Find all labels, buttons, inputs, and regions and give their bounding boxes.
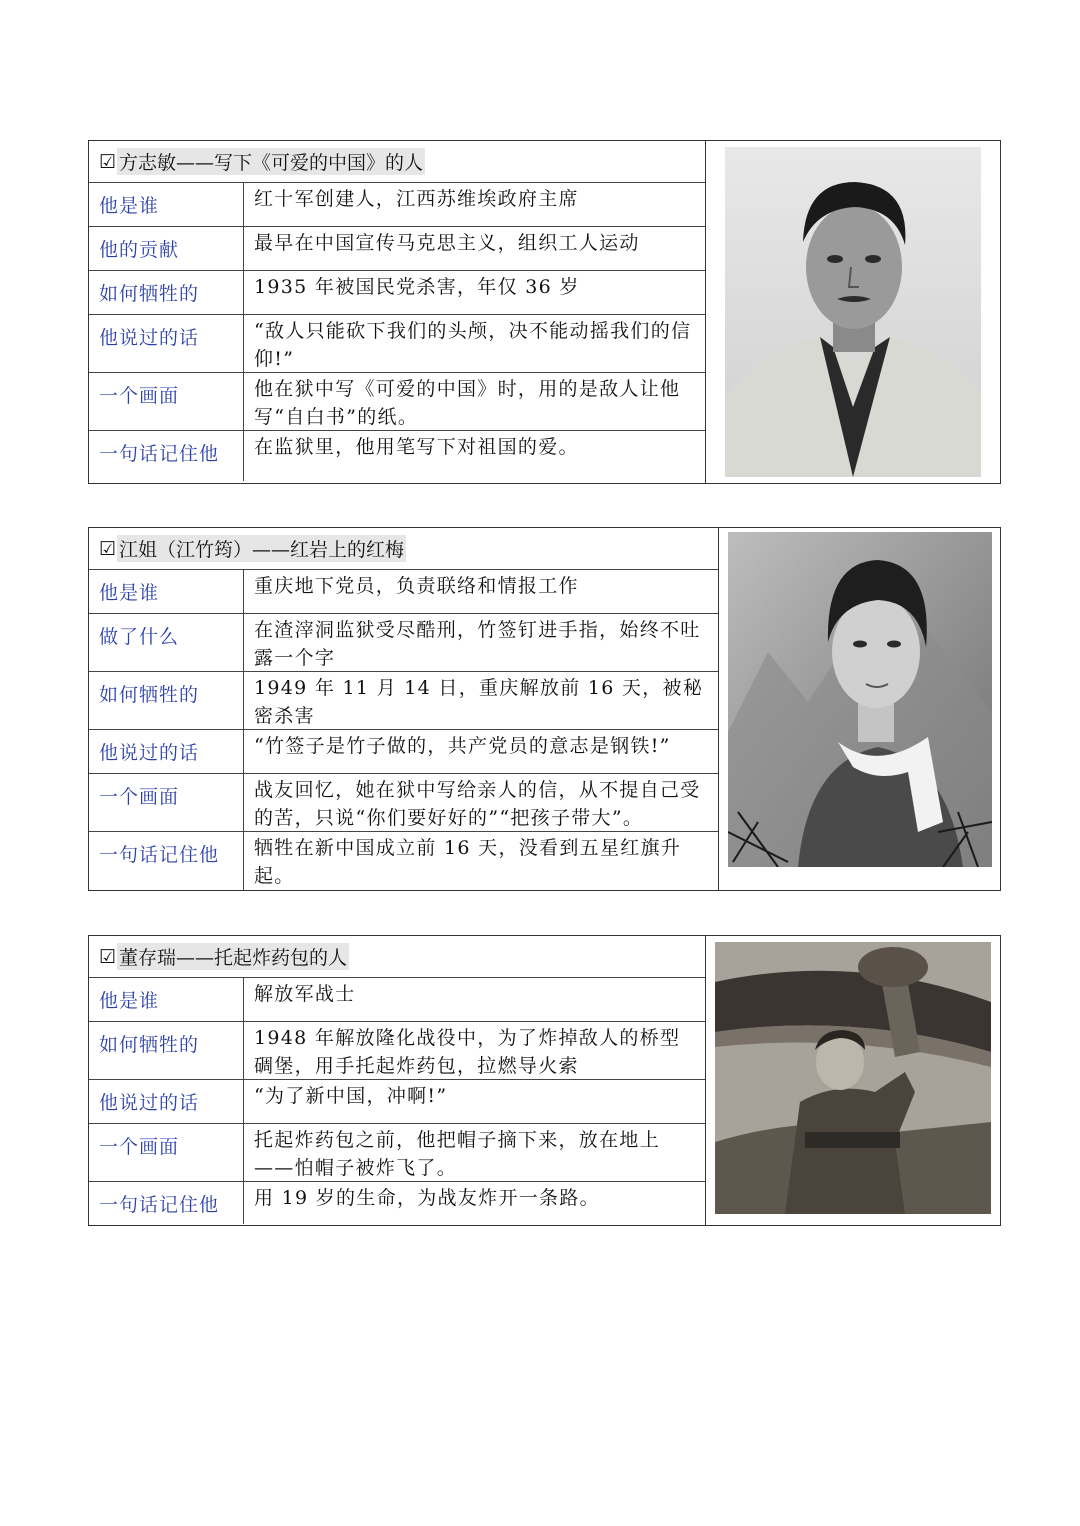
row-label: 他的贡献 xyxy=(89,227,244,270)
table-row xyxy=(89,183,705,227)
table-row xyxy=(89,271,705,315)
info-table xyxy=(89,528,719,890)
row-label: 一句话记住他 xyxy=(89,1182,244,1224)
row-value: 托起炸药包之前，他把帽子摘下来，放在地上——怕帽子被炸飞了。 xyxy=(254,1129,661,1179)
row-value: 最早在中国宣传马克思主义，组织工人运动 xyxy=(254,232,640,254)
row-label: 他说过的话 xyxy=(89,315,244,372)
row-value: 1948 年解放隆化战役中，为了炸掉敌人的桥型碉堡，用手托起炸药包，拉燃导火索 xyxy=(254,1027,681,1077)
row-label: 做了什么 xyxy=(89,614,244,671)
row-value: “竹签子是竹子做的，共产党员的意志是钢铁!” xyxy=(254,735,671,757)
row-value: “为了新中国，冲啊!” xyxy=(254,1085,448,1107)
portrait-photo xyxy=(728,532,992,867)
photo-cell xyxy=(706,936,1000,1225)
row-label: 如何牺牲的 xyxy=(89,672,244,729)
row-label: 一个画面 xyxy=(89,1124,244,1181)
table-row xyxy=(89,227,705,271)
row-label: 一句话记住他 xyxy=(89,832,244,890)
table-row xyxy=(89,315,705,373)
row-value: 1935 年被国民党杀害，年仅 36 岁 xyxy=(254,276,580,298)
row-value: 重庆地下党员，负责联络和情报工作 xyxy=(254,575,579,597)
row-label: 一句话记住他 xyxy=(89,431,244,481)
table-row xyxy=(89,431,705,481)
row-value: 牺牲在新中国成立前 16 天，没看到五星红旗升起。 xyxy=(254,837,682,887)
table-row xyxy=(89,978,705,1022)
checkbox-icon: ☑ xyxy=(99,945,117,968)
portrait-photo xyxy=(715,942,991,1214)
card-title: ☑ 方志敏——写下《可爱的中国》的人 xyxy=(89,141,705,183)
card-title: ☑ 董存瑞——托起炸药包的人 xyxy=(89,936,705,978)
checkbox-icon: ☑ xyxy=(99,537,117,560)
info-table xyxy=(89,936,706,1225)
row-value: 他在狱中写《可爱的中国》时，用的是敌人让他写“自白书”的纸。 xyxy=(254,378,681,428)
table-row xyxy=(89,1124,705,1182)
row-label: 一个画面 xyxy=(89,373,244,430)
photo-cell xyxy=(719,528,1000,890)
table-row xyxy=(89,774,718,832)
row-value: 红十军创建人，江西苏维埃政府主席 xyxy=(254,188,579,210)
row-value: 用 19 岁的生命，为战友炸开一条路。 xyxy=(254,1187,600,1209)
row-value: “敌人只能砍下我们的头颅，决不能动摇我们的信仰!” xyxy=(254,320,692,370)
card-title: ☑ 江姐（江竹筠）——红岩上的红梅 xyxy=(89,528,718,570)
table-row xyxy=(89,570,718,614)
table-row xyxy=(89,730,718,774)
table-row xyxy=(89,1080,705,1124)
table-row xyxy=(89,1182,705,1224)
row-value: 1949 年 11 月 14 日，重庆解放前 16 天，被秘密杀害 xyxy=(254,677,704,727)
row-value: 战友回忆，她在狱中写给亲人的信，从不提自己受的苦，只说“你们要好好的”“把孩子带大”。 xyxy=(254,779,701,829)
table-row xyxy=(89,672,718,730)
table-row xyxy=(89,373,705,431)
table-row xyxy=(89,614,718,672)
row-label: 他是谁 xyxy=(89,570,244,613)
row-value: 在渣滓洞监狱受尽酷刑，竹签钉进手指，始终不吐露一个字 xyxy=(254,619,701,669)
hero-card-jiang-jie xyxy=(88,527,1001,891)
hero-card-fang-zhimin xyxy=(88,140,1001,484)
photo-cell xyxy=(706,141,1000,483)
row-label: 他说过的话 xyxy=(89,1080,244,1123)
row-label: 他是谁 xyxy=(89,183,244,226)
row-label: 如何牺牲的 xyxy=(89,271,244,314)
hero-card-dong-cunrui xyxy=(88,935,1001,1226)
row-label: 他说过的话 xyxy=(89,730,244,773)
row-label: 一个画面 xyxy=(89,774,244,831)
row-value: 解放军战士 xyxy=(254,983,356,1005)
portrait-photo xyxy=(725,147,981,477)
table-row xyxy=(89,832,718,890)
row-label: 如何牺牲的 xyxy=(89,1022,244,1079)
row-label: 他是谁 xyxy=(89,978,244,1021)
checkbox-icon: ☑ xyxy=(99,150,117,173)
row-value: 在监狱里，他用笔写下对祖国的爱。 xyxy=(254,436,579,458)
table-row xyxy=(89,1022,705,1080)
info-table xyxy=(89,141,706,483)
